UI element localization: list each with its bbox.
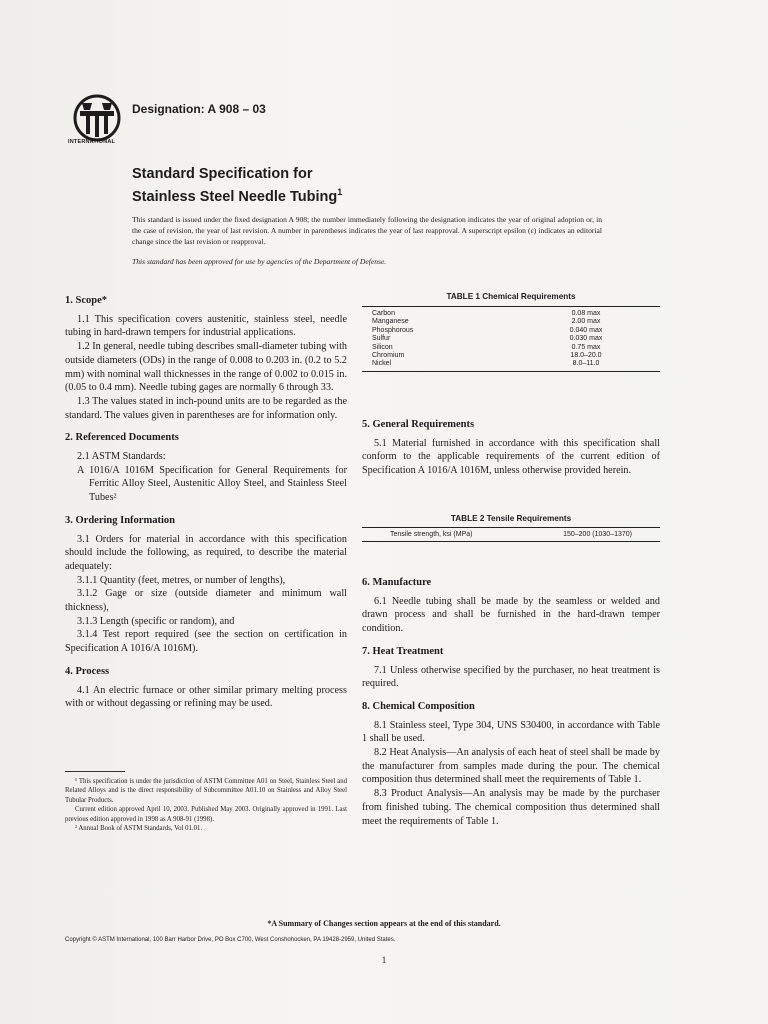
right-column-lower xyxy=(362,576,660,828)
paragraph: 3.1 Orders for material in accordance with this specification should include the following, as required, to describe the material adequately: xyxy=(65,533,347,572)
footnotes xyxy=(65,777,347,833)
section-heading: 4. Process xyxy=(65,665,110,677)
table1 xyxy=(362,306,660,372)
title-line-2 xyxy=(132,183,342,206)
footnote: Current edition approved April 10, 2003. Published May 2003. Originally approved in 1991. Last previous edition approved in 1998 as A 908-91 (1998). xyxy=(65,806,347,823)
paragraph: 5.1 Material furnished in accordance with this specification shall conform to the applicable requirements of the current edition of Specification A 1016/A 1016M, unless otherwise provided herein. xyxy=(362,437,660,477)
title-line-1: Standard Specification for xyxy=(132,166,313,182)
table-row xyxy=(362,360,660,368)
table-rule xyxy=(362,541,660,542)
section-heading: 3. Ordering Information xyxy=(65,514,175,526)
paragraph: 1.2 In general, needle tubing describes small-diameter tubing with outside diameters (ODs) in the range of 0.008 to 0.203 in. (0.2 to 5.2 mm) with nominal wall thicknesses in the range of 0.002 to 0.015 in. (0.05 to 0.4 mm). Needle tubing gages are normally 6 through 33. xyxy=(65,341,347,394)
table-cell: 0.030 max xyxy=(569,335,603,343)
table-row xyxy=(362,327,660,335)
left-column xyxy=(65,294,347,711)
table-cell: Silicon xyxy=(372,343,393,351)
footnote: ² Annual Book of ASTM Standards, Vol 01.01. xyxy=(75,825,203,833)
table1-body xyxy=(362,310,660,369)
paragraph: 8.3 Product Analysis—An analysis may be made by the purchaser from finished tubing. The chemical composition thus determined shall meet the requirements of Table 1. xyxy=(362,788,660,827)
paragraph: 1.1 This specification covers austenitic, stainless steel, needle tubing in hard-drawn tempers for industrial applications. xyxy=(65,313,347,339)
paragraph: 3.1.1 Quantity (feet, metres, or number of lengths), xyxy=(77,574,286,586)
footnote-divider xyxy=(65,771,125,772)
designation: Designation: A 908 – 03 xyxy=(132,102,266,116)
table-cell: 18.0–20.0 xyxy=(570,352,602,360)
table1-caption: TABLE 1 Chemical Requirements xyxy=(446,292,576,301)
table-row xyxy=(362,310,660,318)
table-cell: Manganese xyxy=(372,318,409,326)
table2-caption: TABLE 2 Tensile Requirements xyxy=(450,514,572,523)
table-cell: Carbon xyxy=(372,310,395,317)
paragraph: 1.3 The values stated in inch-pound units are to be regarded as the standard. The values given in parentheses are for information only. xyxy=(65,395,347,421)
issuance-note: This standard is issued under the fixed designation A 908; the number immediately following the designation indicates the year of original adoption or, in the case of revision, the year of last revision. A number in parentheses indicates the year of last reapproval. A superscript epsilon (ε) indicates an editorial change since the last revision or reapproval. xyxy=(132,215,602,246)
table-cell: 0.08 max xyxy=(571,310,601,317)
right-column-upper xyxy=(362,418,660,478)
table-cell: 0.040 max xyxy=(569,326,603,334)
section-heading: 5. General Requirements xyxy=(362,419,475,430)
title-text: Stainless Steel Needle Tubing xyxy=(132,188,338,205)
paragraph: 8.1 Stainless steel, Type 304, UNS S30400, in accordance with Table 1 shall be used. xyxy=(362,719,660,745)
section-heading: 8. Chemical Composition xyxy=(362,700,475,712)
document-title xyxy=(132,165,342,206)
table-cell: Chromium xyxy=(372,352,405,360)
table-cell: 0.75 max xyxy=(571,343,601,351)
paragraph: 4.1 An electric furnace or other similar primary melting process with or without degassing or refining may be used. xyxy=(65,684,347,710)
paragraph: 2.1 ASTM Standards: xyxy=(77,451,166,463)
table2 xyxy=(362,527,660,542)
table-row xyxy=(362,318,660,326)
paragraph: 3.1.2 Gage or size (outside diameter and minimum wall thickness), xyxy=(65,588,347,614)
paragraph: 3.1.3 Length (specific or random), and xyxy=(77,615,235,627)
table-row xyxy=(362,352,660,360)
table-row xyxy=(362,344,660,352)
logo-text: INTERNATIONAL xyxy=(68,139,116,145)
table-row xyxy=(362,335,660,343)
reference-item: A 1016/A 1016M Specification for General Requirements for Ferritic Alloy Steel, Austenitic Alloy Steel, and Stainless Steel Tubes² xyxy=(77,464,347,504)
page-number: 1 xyxy=(381,955,387,965)
paragraph: 3.1.4 Test report required (see the section on certification in Specification A 1016/A 1016M). xyxy=(65,629,347,655)
summary-note: *A Summary of Changes section appears at the end of this standard. xyxy=(267,919,501,928)
table-cell: Sulfur xyxy=(372,335,391,343)
title-footnote-ref: 1 xyxy=(337,187,343,197)
footnote: ¹ This specification is under the jurisdiction of ASTM Committee A01 on Steel, Stainless Steel and Related Alloys and is the direct responsibility of Subcommittee A01.10 on Stainless and Alloy Steel Tubular Products. xyxy=(65,778,347,804)
section-heading: 7. Heat Treatment xyxy=(362,645,444,657)
section-heading: 2. Referenced Documents xyxy=(65,432,179,444)
paragraph: 7.1 Unless otherwise specified by the purchaser, no heat treatment is required. xyxy=(362,664,660,690)
approval-note: This standard has been approved for use by agencies of the Department of Defense. xyxy=(132,257,387,266)
table-cell: Phosphorous xyxy=(372,326,414,334)
section-heading: 1. Scope* xyxy=(65,295,107,306)
copyright: Copyright © ASTM International, 100 Barr Harbor Drive, PO Box C700, West Conshohocken, PA 19428-2959, United States. xyxy=(65,937,396,943)
table-rule xyxy=(362,371,660,372)
table-cell: 8.0–11.0 xyxy=(572,360,600,368)
table-cell: Nickel xyxy=(372,360,392,368)
table-cell: 2.00 max xyxy=(571,318,601,326)
table-cell: 150–200 (1030–1370) xyxy=(563,531,632,538)
paragraph: 8.2 Heat Analysis—An analysis of each heat of steel shall be made by the manufacturer from samples made during the pour. The chemical composition thus determined shall meet the requirements of Table 1. xyxy=(362,747,660,786)
table-row xyxy=(362,528,660,541)
paragraph: 6.1 Needle tubing shall be made by the seamless or welded and drawn process and shall be furnished in the hard-drawn temper condition. xyxy=(362,595,660,635)
section-heading: 6. Manufacture xyxy=(362,577,432,588)
table-cell: Tensile strength, ksi (MPa) xyxy=(390,531,473,538)
